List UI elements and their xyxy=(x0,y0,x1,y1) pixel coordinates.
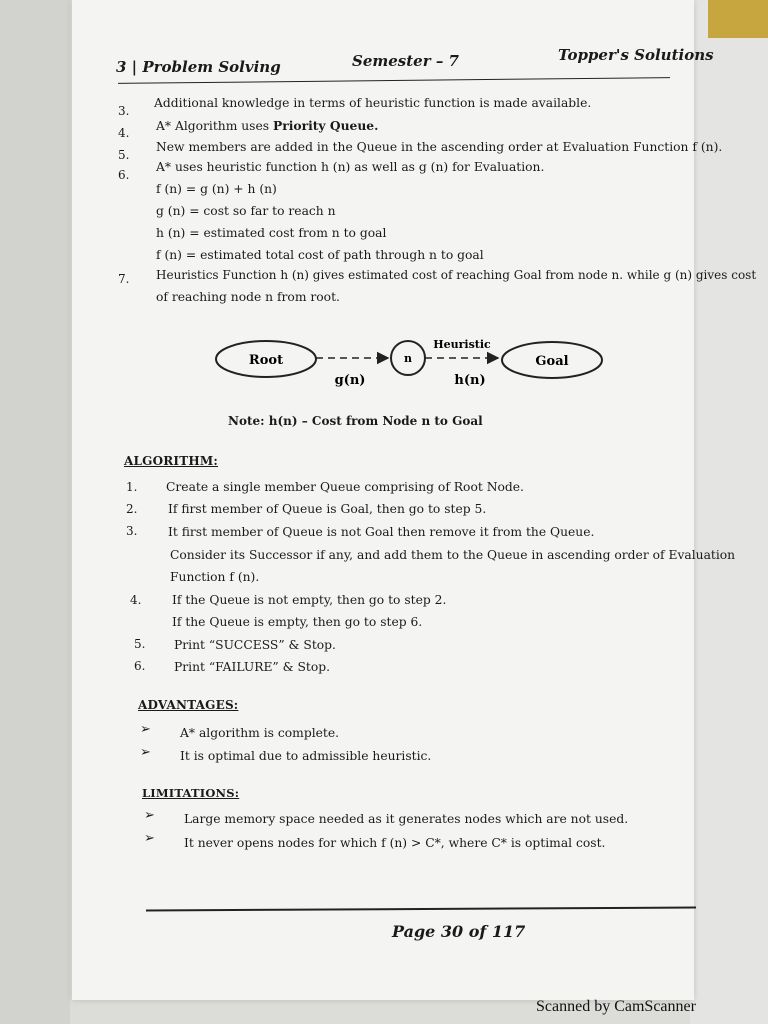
point-number: 5. xyxy=(118,148,130,162)
step-text: If the Queue is empty, then go to step 6. xyxy=(172,615,423,629)
step-number: 3. xyxy=(126,524,138,538)
point-text: Additional knowledge in terms of heuristic function is made available. xyxy=(154,96,592,110)
arrow-bullet-icon: ➢ xyxy=(144,808,155,823)
header-brand: Topper's Solutions xyxy=(558,46,714,64)
algorithm-heading: ALGORITHM: xyxy=(124,454,219,468)
step-number: 1. xyxy=(126,480,138,494)
step-text: Print “SUCCESS” & Stop. xyxy=(174,638,336,652)
step-text: Function f (n). xyxy=(170,570,260,584)
point-number: 3. xyxy=(118,104,130,118)
advantage-item: A* algorithm is complete. xyxy=(180,726,340,740)
advantage-item: It is optimal due to admissible heuristic. xyxy=(180,749,432,763)
arrow-bullet-icon: ➢ xyxy=(140,745,151,760)
point-text: of reaching node n from root. xyxy=(156,290,340,304)
root-node-label: Root xyxy=(248,353,284,368)
limitations-heading: LIMITATIONS: xyxy=(142,786,240,800)
point-number: 6. xyxy=(118,168,130,182)
limitation-item: It never opens nodes for which f (n) > C*, where C* is optimal cost. xyxy=(184,836,606,850)
step-number: 5. xyxy=(134,637,146,651)
limitation-item: Large memory space needed as it generates nodes which are not used. xyxy=(184,812,629,826)
heuristic-label: Heuristic xyxy=(433,338,491,351)
goal-node-label: Goal xyxy=(535,354,569,369)
scan-left-margin xyxy=(0,0,70,1024)
step-number: 6. xyxy=(134,659,146,673)
formula-line: h (n) = estimated cost from n to goal xyxy=(156,226,387,240)
n-node-label: n xyxy=(404,352,412,365)
point-number: 4. xyxy=(118,126,130,140)
step-text: Print “FAILURE” & Stop. xyxy=(174,660,331,674)
astar-path-diagram xyxy=(200,330,620,400)
step-text: If the Queue is not empty, then go to step 2. xyxy=(172,593,447,607)
h-label: h(n) xyxy=(454,373,486,388)
point-text: A* uses heuristic function h (n) as well as g (n) for Evaluation. xyxy=(156,160,545,174)
formula-line: f (n) = g (n) + h (n) xyxy=(156,182,277,196)
arrow-bullet-icon: ➢ xyxy=(144,831,155,846)
step-number: 2. xyxy=(126,502,138,516)
point-text-plain: A* Algorithm uses xyxy=(156,119,273,133)
point-text-bold: Priority Queue. xyxy=(273,118,379,133)
header-semester: Semester – 7 xyxy=(352,52,459,70)
page-number: Page 30 of 117 xyxy=(392,922,526,941)
step-text: Consider its Successor if any, and add them to the Queue in ascending order of Evaluation xyxy=(170,548,736,562)
step-text: If first member of Queue is Goal, then go to step 5. xyxy=(168,502,487,516)
scan-gold-strip xyxy=(708,0,768,38)
point-text: Heuristics Function h (n) gives estimated cost of reaching Goal from node n. while g (n) gives cost xyxy=(156,268,757,282)
formula-line: f (n) = estimated total cost of path through n to goal xyxy=(156,248,484,262)
formula-line: g (n) = cost so far to reach n xyxy=(156,204,336,218)
point-text xyxy=(156,118,378,133)
header-chapter: 3 | Problem Solving xyxy=(116,58,281,76)
diagram-note: Note: h(n) – Cost from Node n to Goal xyxy=(228,414,483,428)
scanner-watermark: Scanned by CamScanner xyxy=(536,998,696,1015)
step-text: Create a single member Queue comprising of Root Node. xyxy=(166,480,524,494)
point-text: New members are added in the Queue in the ascending order at Evaluation Function f (n). xyxy=(156,140,723,154)
step-number: 4. xyxy=(130,593,142,607)
g-label: g(n) xyxy=(334,373,366,388)
advantages-heading: ADVANTAGES: xyxy=(138,698,239,712)
step-text: It first member of Queue is not Goal then remove it from the Queue. xyxy=(168,525,595,539)
arrow-bullet-icon: ➢ xyxy=(140,722,151,737)
point-number: 7. xyxy=(118,272,130,286)
